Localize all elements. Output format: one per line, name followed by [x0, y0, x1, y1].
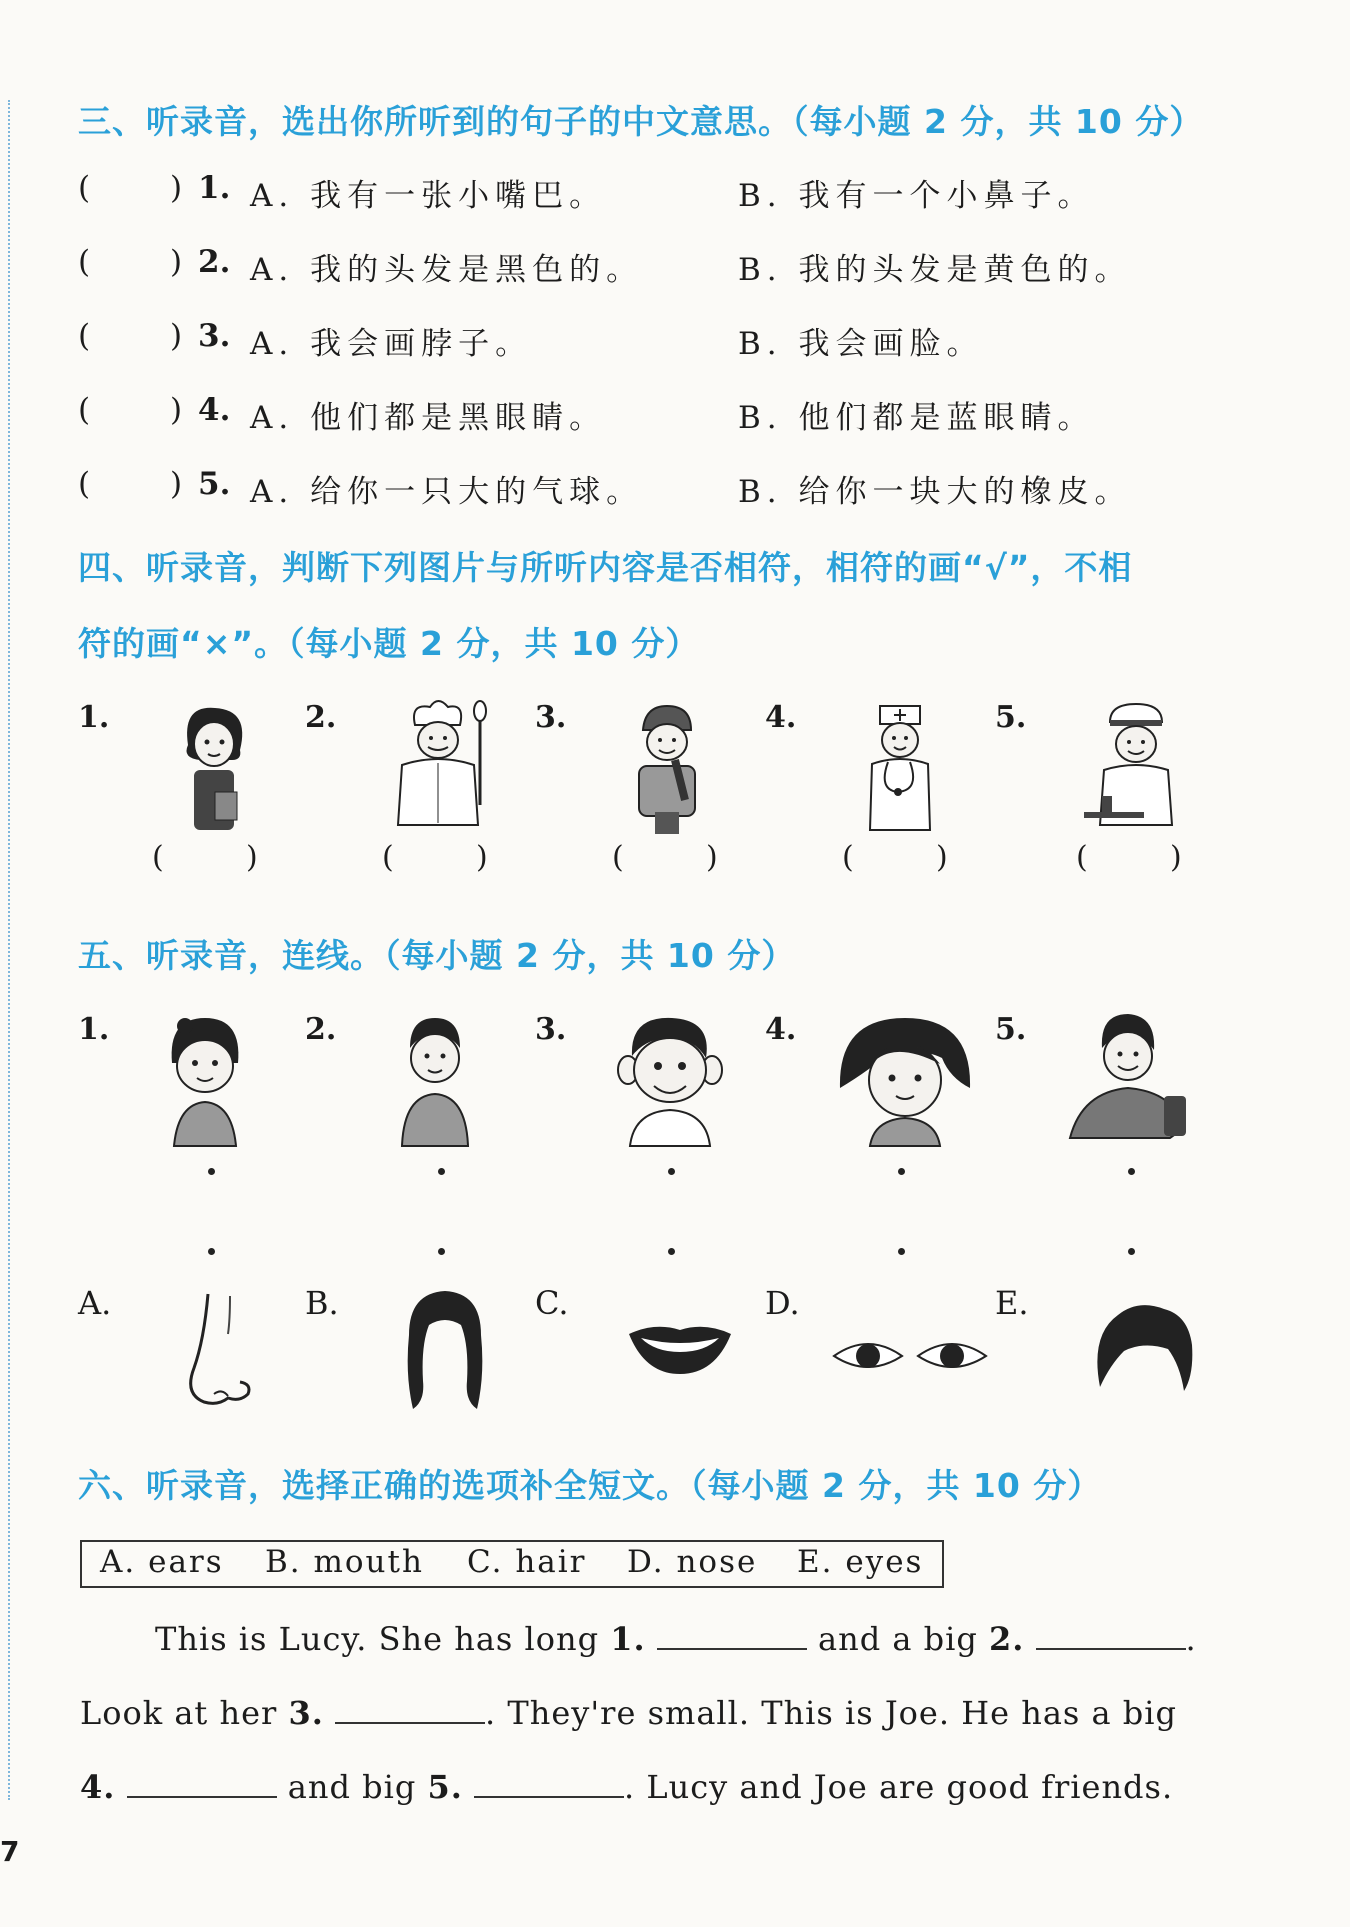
blank-5[interactable]: [474, 1766, 624, 1798]
section4-heading-line1: 四、听录音，判断下列图片与所听内容是否相符，相符的画“√”，不相: [78, 548, 1133, 587]
option-a: A. 他们都是黑眼睛。: [250, 400, 607, 436]
answer-paren-open[interactable]: (: [78, 466, 91, 502]
blank-number: 4.: [80, 1768, 116, 1806]
paren-close: ): [476, 840, 488, 875]
blank-number: 3.: [288, 1694, 324, 1732]
match-dot-bottom[interactable]: [208, 1248, 215, 1255]
picture-number: 4.: [765, 700, 797, 735]
option-a: A. 我有一张小嘴巴。: [250, 178, 607, 214]
answer-paren-open[interactable]: (: [78, 244, 91, 280]
option-b: B. 我的头发是黄色的。: [738, 252, 1132, 288]
section6-heading: 六、听录音，选择正确的选项补全短文。（每小题 2 分，共 10 分）: [78, 1466, 1102, 1505]
paren-open: (: [1076, 840, 1088, 875]
option-b: B. 给你一块大的橡皮。: [738, 474, 1132, 510]
worker-wrench-icon: [615, 700, 715, 835]
girl-ponytail-icon: [150, 1008, 260, 1148]
paren-close: ): [1170, 840, 1182, 875]
blank-number: 5.: [427, 1768, 463, 1806]
blank-1[interactable]: [657, 1618, 807, 1650]
picture-number: 4.: [765, 1012, 797, 1047]
option-a: A. 给你一只大的气球。: [250, 474, 644, 510]
option-b: B. 他们都是蓝眼睛。: [738, 400, 1095, 436]
paren-open: (: [152, 840, 164, 875]
answer-paren-open[interactable]: (: [78, 318, 91, 354]
margin-dotted-line: [8, 100, 10, 1800]
passage-text: . Lucy and Joe are good friends.: [624, 1768, 1174, 1806]
blank-4[interactable]: [127, 1766, 277, 1798]
picture-number: 5.: [995, 700, 1027, 735]
teacher-woman-icon: [160, 700, 260, 835]
question-number: 1.: [198, 170, 231, 206]
answer-paren-close: ): [170, 170, 183, 206]
picture-number: 5.: [995, 1012, 1027, 1047]
match-dot-top[interactable]: [668, 1168, 675, 1175]
feature-letter: C.: [535, 1284, 569, 1322]
match-dot-bottom[interactable]: [898, 1248, 905, 1255]
question-number: 2.: [198, 244, 231, 280]
question-number: 5.: [198, 466, 231, 502]
long-hair-icon: [395, 1285, 495, 1415]
option-hair: C. hair: [467, 1544, 587, 1580]
paren-close: ): [246, 840, 258, 875]
answer-paren-open[interactable]: (: [78, 170, 91, 206]
picture-number: 1.: [78, 700, 110, 735]
match-dot-bottom[interactable]: [1128, 1248, 1135, 1255]
picture-number: 3.: [535, 700, 567, 735]
answer-paren-close: ): [170, 318, 183, 354]
picture-number: 2.: [305, 700, 337, 735]
blank-number: 1.: [610, 1620, 646, 1658]
paren-close: ): [706, 840, 718, 875]
short-hair-icon: [1088, 1295, 1198, 1395]
passage-text: . They're small. This is Joe. He has a big: [485, 1694, 1177, 1732]
passage-line-2: [80, 1692, 1177, 1732]
option-ears: A. ears: [100, 1544, 224, 1580]
answer-paren-close: ): [170, 244, 183, 280]
question-row-4: [78, 392, 1278, 442]
passage-line-3: [80, 1766, 1173, 1806]
question-number: 3.: [198, 318, 231, 354]
section5-heading: 五、听录音，连线。（每小题 2 分，共 10 分）: [78, 936, 796, 975]
feature-letter: B.: [305, 1284, 339, 1322]
waiter-icon: [1080, 700, 1190, 835]
match-dot-bottom[interactable]: [438, 1248, 445, 1255]
question-row-1: [78, 170, 1278, 220]
option-mouth: B. mouth: [265, 1544, 424, 1580]
section3-heading: 三、听录音，选出你所听到的句子的中文意思。（每小题 2 分，共 10 分）: [78, 102, 1204, 141]
option-eyes: E. eyes: [797, 1544, 924, 1580]
doctor-icon: [848, 700, 948, 835]
eyes-icon: [830, 1332, 990, 1382]
feature-letter: A.: [78, 1284, 112, 1322]
question-row-3: [78, 318, 1278, 368]
picture-number: 1.: [78, 1012, 110, 1047]
word-options-box: [80, 1540, 944, 1588]
paren-open: (: [382, 840, 394, 875]
question-number: 4.: [198, 392, 231, 428]
boy-jacket-icon: [1060, 1008, 1190, 1148]
picture-number: 3.: [535, 1012, 567, 1047]
option-a: A. 我的头发是黑色的。: [250, 252, 644, 288]
paren-open: (: [842, 840, 854, 875]
cook-icon: [380, 695, 500, 835]
passage-text: Look at her: [80, 1694, 289, 1732]
question-row-2: [78, 244, 1278, 294]
boy-big-ears-icon: [610, 1008, 730, 1148]
paren-close: ): [936, 840, 948, 875]
boy-short-hair-icon: [390, 1008, 480, 1148]
picture-number: 2.: [305, 1012, 337, 1047]
section4-heading-line2: 符的画“×”。（每小题 2 分，共 10 分）: [78, 624, 700, 663]
passage-line-1: [155, 1618, 1197, 1658]
passage-text: and a big: [806, 1620, 989, 1658]
nose-icon: [178, 1290, 268, 1410]
option-nose: D. nose: [627, 1544, 758, 1580]
match-dot-top[interactable]: [898, 1168, 905, 1175]
page-number: 7: [0, 1835, 20, 1868]
blank-number: 2.: [988, 1620, 1025, 1658]
answer-paren-open[interactable]: (: [78, 392, 91, 428]
match-dot-top[interactable]: [438, 1168, 445, 1175]
match-dot-bottom[interactable]: [668, 1248, 675, 1255]
passage-text: .: [1185, 1620, 1197, 1658]
girl-bob-hair-icon: [830, 1008, 980, 1148]
answer-paren-close: ): [170, 392, 183, 428]
feature-letter: E.: [995, 1284, 1029, 1322]
passage-text: and big: [276, 1768, 428, 1806]
blank-3[interactable]: [335, 1692, 485, 1724]
option-b: B. 我有一个小鼻子。: [738, 178, 1095, 214]
blank-2[interactable]: [1036, 1618, 1186, 1650]
question-row-5: [78, 466, 1278, 516]
feature-letter: D.: [765, 1284, 800, 1322]
match-dot-top[interactable]: [1128, 1168, 1135, 1175]
passage-text: This is Lucy. She has long: [155, 1620, 611, 1658]
mouth-icon: [625, 1318, 735, 1378]
option-a: A. 我会画脖子。: [250, 326, 533, 362]
match-dot-top[interactable]: [208, 1168, 215, 1175]
answer-paren-close: ): [170, 466, 183, 502]
paren-open: (: [612, 840, 624, 875]
option-b: B. 我会画脸。: [738, 326, 984, 362]
